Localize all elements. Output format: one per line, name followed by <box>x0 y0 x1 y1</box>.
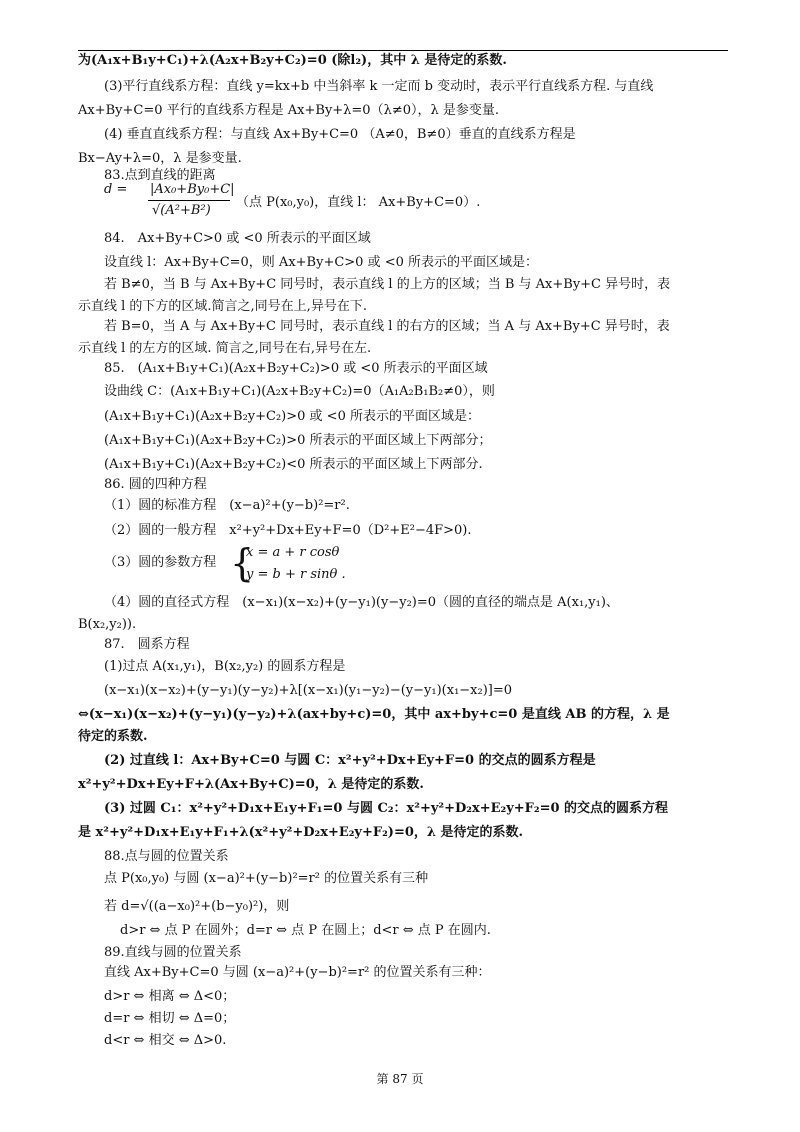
fraction-bar <box>148 200 230 201</box>
text-line: (A₁x+B₁y+C₁)(A₂x+B₂y+C₂)>0 所表示的平面区域上下两部分； <box>104 433 492 448</box>
text-line: 示直线 l 的下方的区域.简言之,同号在上,异号在下. <box>78 299 367 314</box>
text-line: d=r ⇔ 相切 ⇔ Δ=0； <box>104 1011 236 1026</box>
text-line: (2) 过直线 l：Ax+By+C=0 与圆 C：x²+y²+Dx+Ey+F=0 的交点的圆系方程是 <box>104 753 596 768</box>
brace-symbol: { <box>230 541 255 585</box>
text-line: d>r ⇔ 相离 ⇔ Δ<0； <box>104 989 236 1004</box>
text-line: （3）圆的参数方程 <box>104 555 217 570</box>
section-heading: 89.直线与圆的位置关系 <box>104 945 242 960</box>
text-line: (3) 过圆 C₁：x²+y²+D₁x+E₁y+F₁=0 与圆 C₂：x²+y²+D₂x+E₂y+F₂=0 的交点的圆系方程 <box>104 801 669 816</box>
text-line: 是 x²+y²+D₁x+E₁y+F₁+λ(x²+y²+D₂x+E₂y+F₂)=0，λ 是待定的系数. <box>78 825 524 840</box>
text-line: 若 d=√((a−x₀)²+(b−y₀)²)，则 <box>104 899 290 914</box>
text-line: ⇔(x−x₁)(x−x₂)+(y−y₁)(y−y₂)+λ(ax+by+c)=0，其中 ax+by+c=0 是直线 AB 的方程，λ 是 <box>78 707 670 722</box>
text-line: Bx−Ay+λ=0，λ 是参变量. <box>78 151 242 166</box>
distance-lhs: d = <box>104 182 128 197</box>
section-heading: 85. (A₁x+B₁y+C₁)(A₂x+B₂y+C₂)>0 或 <0 所表示的平面区域 <box>104 361 488 376</box>
text-line: Ax+By+C=0 平行的直线系方程是 Ax+By+λ=0（λ≠0），λ 是参变量. <box>78 103 499 118</box>
text-line: d<r ⇔ 相交 ⇔ Δ>0. <box>104 1033 227 1048</box>
text-line: 示直线 l 的左方的区域. 简言之,同号在右,异号在左. <box>78 341 372 356</box>
param-eq-x: x = a + r cosθ <box>246 545 340 560</box>
text-line: 为(A₁x+B₁y+C₁)+λ(A₂x+B₂y+C₂)=0 (除l₂)，其中 λ 是待定的系数. <box>78 53 507 68</box>
text-line: B(x₂,y₂)). <box>78 617 137 632</box>
distance-numerator: |Ax₀+By₀+C| <box>150 182 235 197</box>
text-line: 设曲线 C：(A₁x+B₁y+C₁)(A₂x+B₂y+C₂)=0（A₁A₂B₁B₂≠0），则 <box>104 384 495 399</box>
distance-denominator: √(A²+B²) <box>152 203 211 218</box>
text-line: 点 P(x₀,y₀) 与圆 (x−a)²+(y−b)²=r² 的位置关系有三种 <box>104 871 429 886</box>
text-line: (1)过点 A(x₁,y₁)，B(x₂,y₂) 的圆系方程是 <box>104 659 346 674</box>
text-line: 设直线 l：Ax+By+C=0，则 Ax+By+C>0 或 <0 所表示的平面区域是： <box>104 255 539 270</box>
text-line: （1）圆的标准方程 (x−a)²+(y−b)²=r². <box>104 498 350 513</box>
param-eq-y: y = b + r sinθ . <box>246 567 346 582</box>
text-line: （4）圆的直径式方程 (x−x₁)(x−x₂)+(y−y₁)(y−y₂)=0（圆的直径的端点是 A(x₁,y₁)、 <box>104 595 619 610</box>
text-line: 直线 Ax+By+C=0 与圆 (x−a)²+(y−b)²=r² 的位置关系有三种： <box>104 965 491 980</box>
text-line: (A₁x+B₁y+C₁)(A₂x+B₂y+C₂)<0 所表示的平面区域上下两部分. <box>104 457 483 472</box>
section-heading: 83.点到直线的距离 <box>104 168 216 183</box>
text-line: （2）圆的一般方程 x²+y²+Dx+Ey+F=0（D²+E²−4F>0). <box>104 523 472 538</box>
section-heading: 87. 圆系方程 <box>104 637 190 652</box>
section-heading: 84. Ax+By+C>0 或 <0 所表示的平面区域 <box>104 231 371 246</box>
header-rule <box>78 50 728 51</box>
text-line: (A₁x+B₁y+C₁)(A₂x+B₂y+C₂)>0 或 <0 所表示的平面区域是： <box>104 409 480 424</box>
text-line: (4) 垂直直线系方程：与直线 Ax+By+C=0 （A≠0，B≠0）垂直的直线系方程是 <box>104 127 576 142</box>
text-line: 若 B=0，当 A 与 Ax+By+C 同号时，表示直线 l 的右方的区域；当 A 与 Ax+By+C 异号时，表 <box>104 319 670 334</box>
text-line: 待定的系数. <box>78 729 148 744</box>
text-line: 若 B≠0，当 B 与 Ax+By+C 同号时，表示直线 l 的上方的区域；当 B 与 Ax+By+C 异号时，表 <box>104 277 671 292</box>
text-line: (3)平行直线系方程：直线 y=kx+b 中当斜率 k 一定而 b 变动时，表示平行直线系方程. 与直线 <box>104 79 654 94</box>
text-line: d>r ⇔ 点 P 在圆外；d=r ⇔ 点 P 在圆上；d<r ⇔ 点 P 在圆内. <box>120 923 491 938</box>
text-line: （点 P(x₀,y₀)，直线 l： Ax+By+C=0）. <box>236 195 481 210</box>
section-heading: 88.点与圆的位置关系 <box>104 849 229 864</box>
section-heading: 86. 圆的四种方程 <box>104 477 207 492</box>
page-number: 第 87 页 <box>376 1072 424 1086</box>
text-line: x²+y²+Dx+Ey+F+λ(Ax+By+C)=0，λ 是待定的系数. <box>78 777 424 792</box>
formula-line: (x−x₁)(x−x₂)+(y−y₁)(y−y₂)+λ[(x−x₁)(y₁−y₂)−(y−y₁)(x₁−x₂)]=0 <box>104 683 513 698</box>
